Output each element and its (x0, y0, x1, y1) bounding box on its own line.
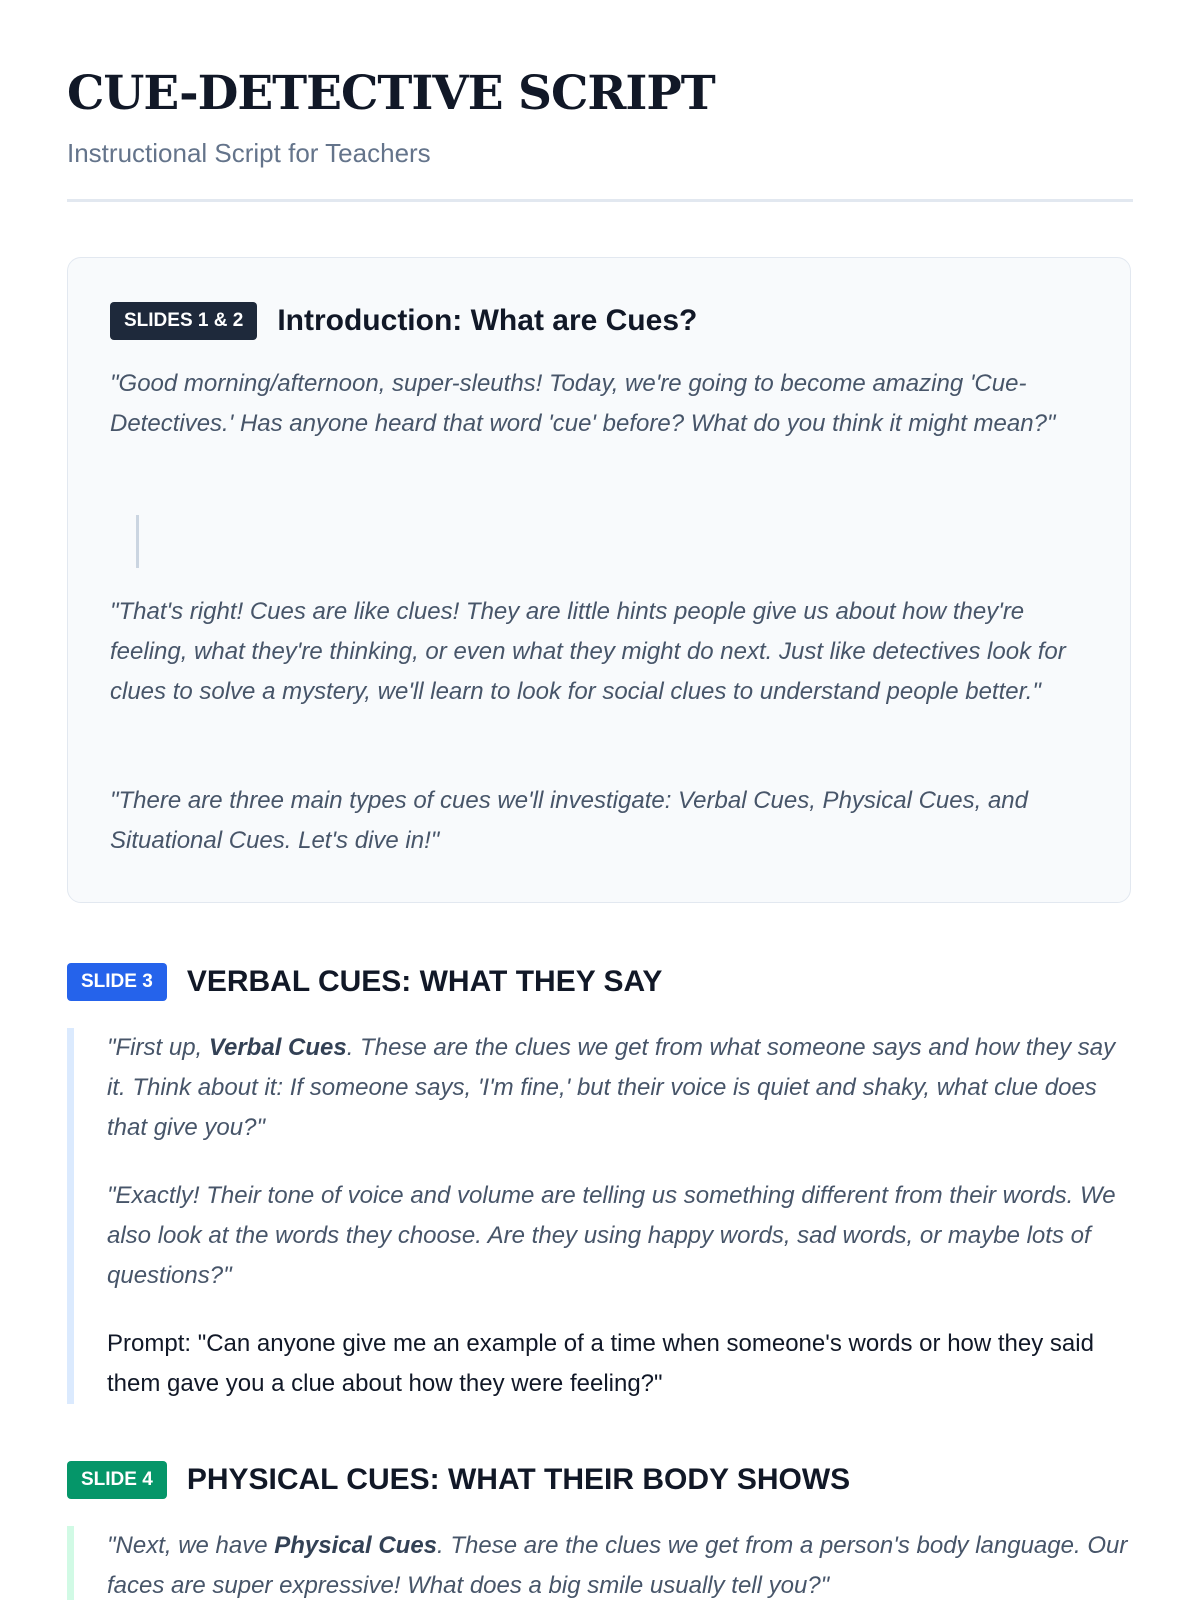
term-verbal-cues: Verbal Cues (208, 1034, 347, 1061)
intro-card (67, 257, 1131, 903)
slide-badge: SLIDES 1 & 2 (110, 302, 257, 340)
slide3-script (67, 1028, 1133, 1404)
script-paragraph: "Next, we have Physical Cues. These are the clues we get from a person's body language. Our faces are super expressive! What does a big smile usually tell you?" (107, 1532, 1128, 1599)
script-paragraph: "Exactly! Their tone of voice and volume are telling us something different from their words. We also look at the words they choose. Are they using happy words, sad words, or maybe lots of questions?" (107, 1182, 1116, 1289)
script-paragraph: "First up, Verbal Cues. These are the clues we get from what someone says and how they say it. Think about it: If someone says, 'I'm fine,' but their voice is quiet and shaky, what clue does that give you?" (107, 1034, 1116, 1141)
script-paragraph: "That's right! Cues are like clues! They are little hints people give us about how they're feeling, what they're thinking, or even what they might do next. Just like detectives look for clues to solve a mystery, we'll learn to look for social clues to understand people better." (110, 598, 1066, 705)
slide3-heading (67, 963, 662, 1001)
section-title: PHYSICAL CUES: WHAT THEIR BODY SHOWS (186, 1463, 851, 1496)
section-title: Introduction: What are Cues? (277, 304, 698, 337)
slide-badge: SLIDE 3 (67, 963, 167, 1001)
slide4-script (67, 1526, 1133, 1600)
section-title: VERBAL CUES: WHAT THEY SAY (186, 965, 663, 998)
page-title: CUE-DETECTIVE SCRIPT (67, 66, 715, 121)
intro-heading (110, 302, 697, 340)
page-subtitle: Instructional Script for Teachers (67, 138, 431, 168)
discussion-prompt: Prompt: "Can anyone give me an example of a time when someone's words or how they said them gave you a clue about how they were feeling?" (107, 1330, 1094, 1397)
slide4-heading (67, 1461, 850, 1499)
slide-badge: SLIDE 4 (67, 1461, 167, 1499)
header-divider (67, 199, 1133, 202)
script-paragraph: "There are three main types of cues we'll investigate: Verbal Cues, Physical Cues, and Situational Cues. Let's dive in!" (110, 787, 1028, 854)
term-physical-cues: Physical Cues (274, 1532, 438, 1559)
pause-marker (136, 515, 139, 568)
script-paragraph: "Good morning/afternoon, super-sleuths! Today, we're going to become amazing 'Cue-Detectives.' Has anyone heard that word 'cue' before? What do you think it might mean?" (110, 370, 1056, 437)
